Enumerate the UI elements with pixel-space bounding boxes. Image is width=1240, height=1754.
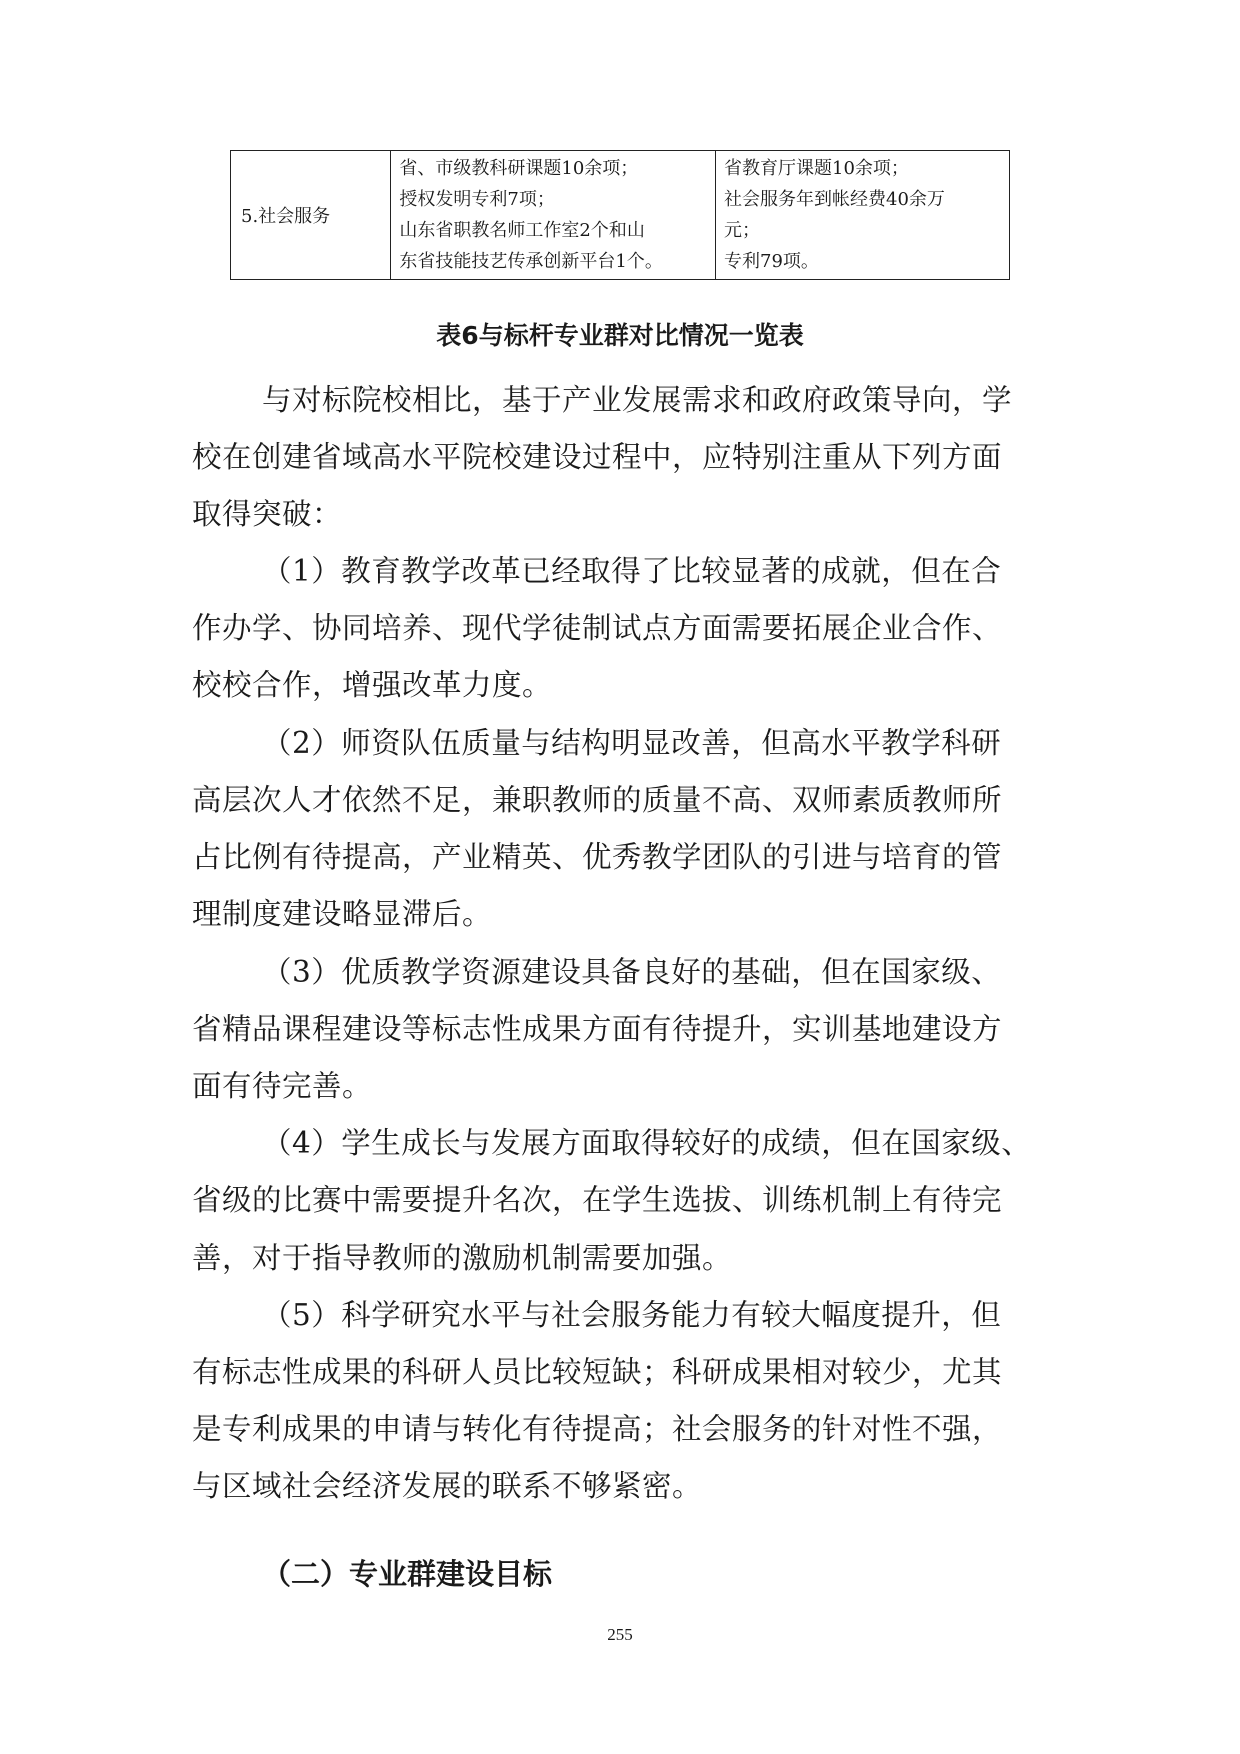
paragraph-line: 取得突破： — [192, 497, 343, 531]
comparison-table — [230, 150, 1010, 280]
paragraph-line: 占比例有待提高，产业精英、优秀教学团队的引进与培育的管 — [192, 840, 1003, 874]
table-row — [231, 151, 1010, 280]
cell-line: 山东省职教名师工作室2个和山 — [399, 220, 645, 241]
cell-line: 省、市级教科研课题10余项； — [399, 158, 639, 179]
cell-line: 社会服务年到帐经费40余万 — [724, 189, 945, 210]
paragraph-line: 善，对于指导教师的激励机制需要加强。 — [192, 1241, 733, 1275]
paragraph-line: 高层次人才依然不足，兼职教师的质量不高、双师素质教师所 — [192, 783, 1003, 817]
paragraph-line: 校校合作，增强改革力度。 — [192, 668, 553, 702]
paragraph-line: 省级的比赛中需要提升名次，在学生选拔、训练机制上有待完 — [192, 1183, 1003, 1217]
paragraph-line: 与区域社会经济发展的联系不够紧密。 — [192, 1469, 703, 1503]
cell-line: 专利79项。 — [724, 251, 819, 272]
paragraph-line: （4）学生成长与发展方面取得较好的成绩，但在国家级、 — [262, 1126, 1032, 1160]
paragraph-line: （1）教育教学改革已经取得了比较显著的成就，但在合 — [262, 554, 1002, 588]
table-cell-benchmark — [716, 151, 1010, 280]
paragraph-line: 理制度建设略显滞后。 — [192, 897, 493, 931]
paragraph-line: 省精品课程建设等标志性成果方面有待提升，实训基地建设方 — [192, 1012, 1003, 1046]
cell-line: 东省技能技艺传承创新平台1个。 — [399, 251, 663, 272]
paragraph-line: 作办学、协同培养、现代学徒制试点方面需要拓展企业合作、 — [192, 611, 1003, 645]
table-caption: 表6与标杆专业群对比情况一览表 — [436, 321, 804, 350]
paragraph-line: 与对标院校相比，基于产业发展需求和政府政策导向，学 — [262, 383, 1013, 417]
paragraph-line: （2）师资队伍质量与结构明显改善，但高水平教学科研 — [262, 726, 1002, 760]
cell-line: 元； — [724, 220, 760, 241]
paragraph-line: 校在创建省域高水平院校建设过程中，应特别注重从下列方面 — [192, 440, 1003, 474]
table-cell-category: 5.社会服务 — [231, 151, 391, 280]
cell-line: 省教育厅课题10余项； — [724, 158, 909, 179]
paragraph-line: （3）优质教学资源建设具备良好的基础，但在国家级、 — [262, 955, 1002, 989]
paragraph-line: （5）科学研究水平与社会服务能力有较大幅度提升，但 — [262, 1298, 1002, 1332]
page-number: 255 — [607, 1625, 633, 1644]
section-heading: （二）专业群建设目标 — [262, 1557, 553, 1591]
paragraph-line: 有标志性成果的科研人员比较短缺；科研成果相对较少，尤其 — [192, 1355, 1003, 1389]
paragraph-line: 面有待完善。 — [192, 1069, 373, 1103]
paragraph-line: 是专利成果的申请与转化有待提高；社会服务的针对性不强， — [192, 1412, 1003, 1446]
table-cell-school — [391, 151, 716, 280]
cell-line: 授权发明专利7项； — [399, 189, 555, 210]
